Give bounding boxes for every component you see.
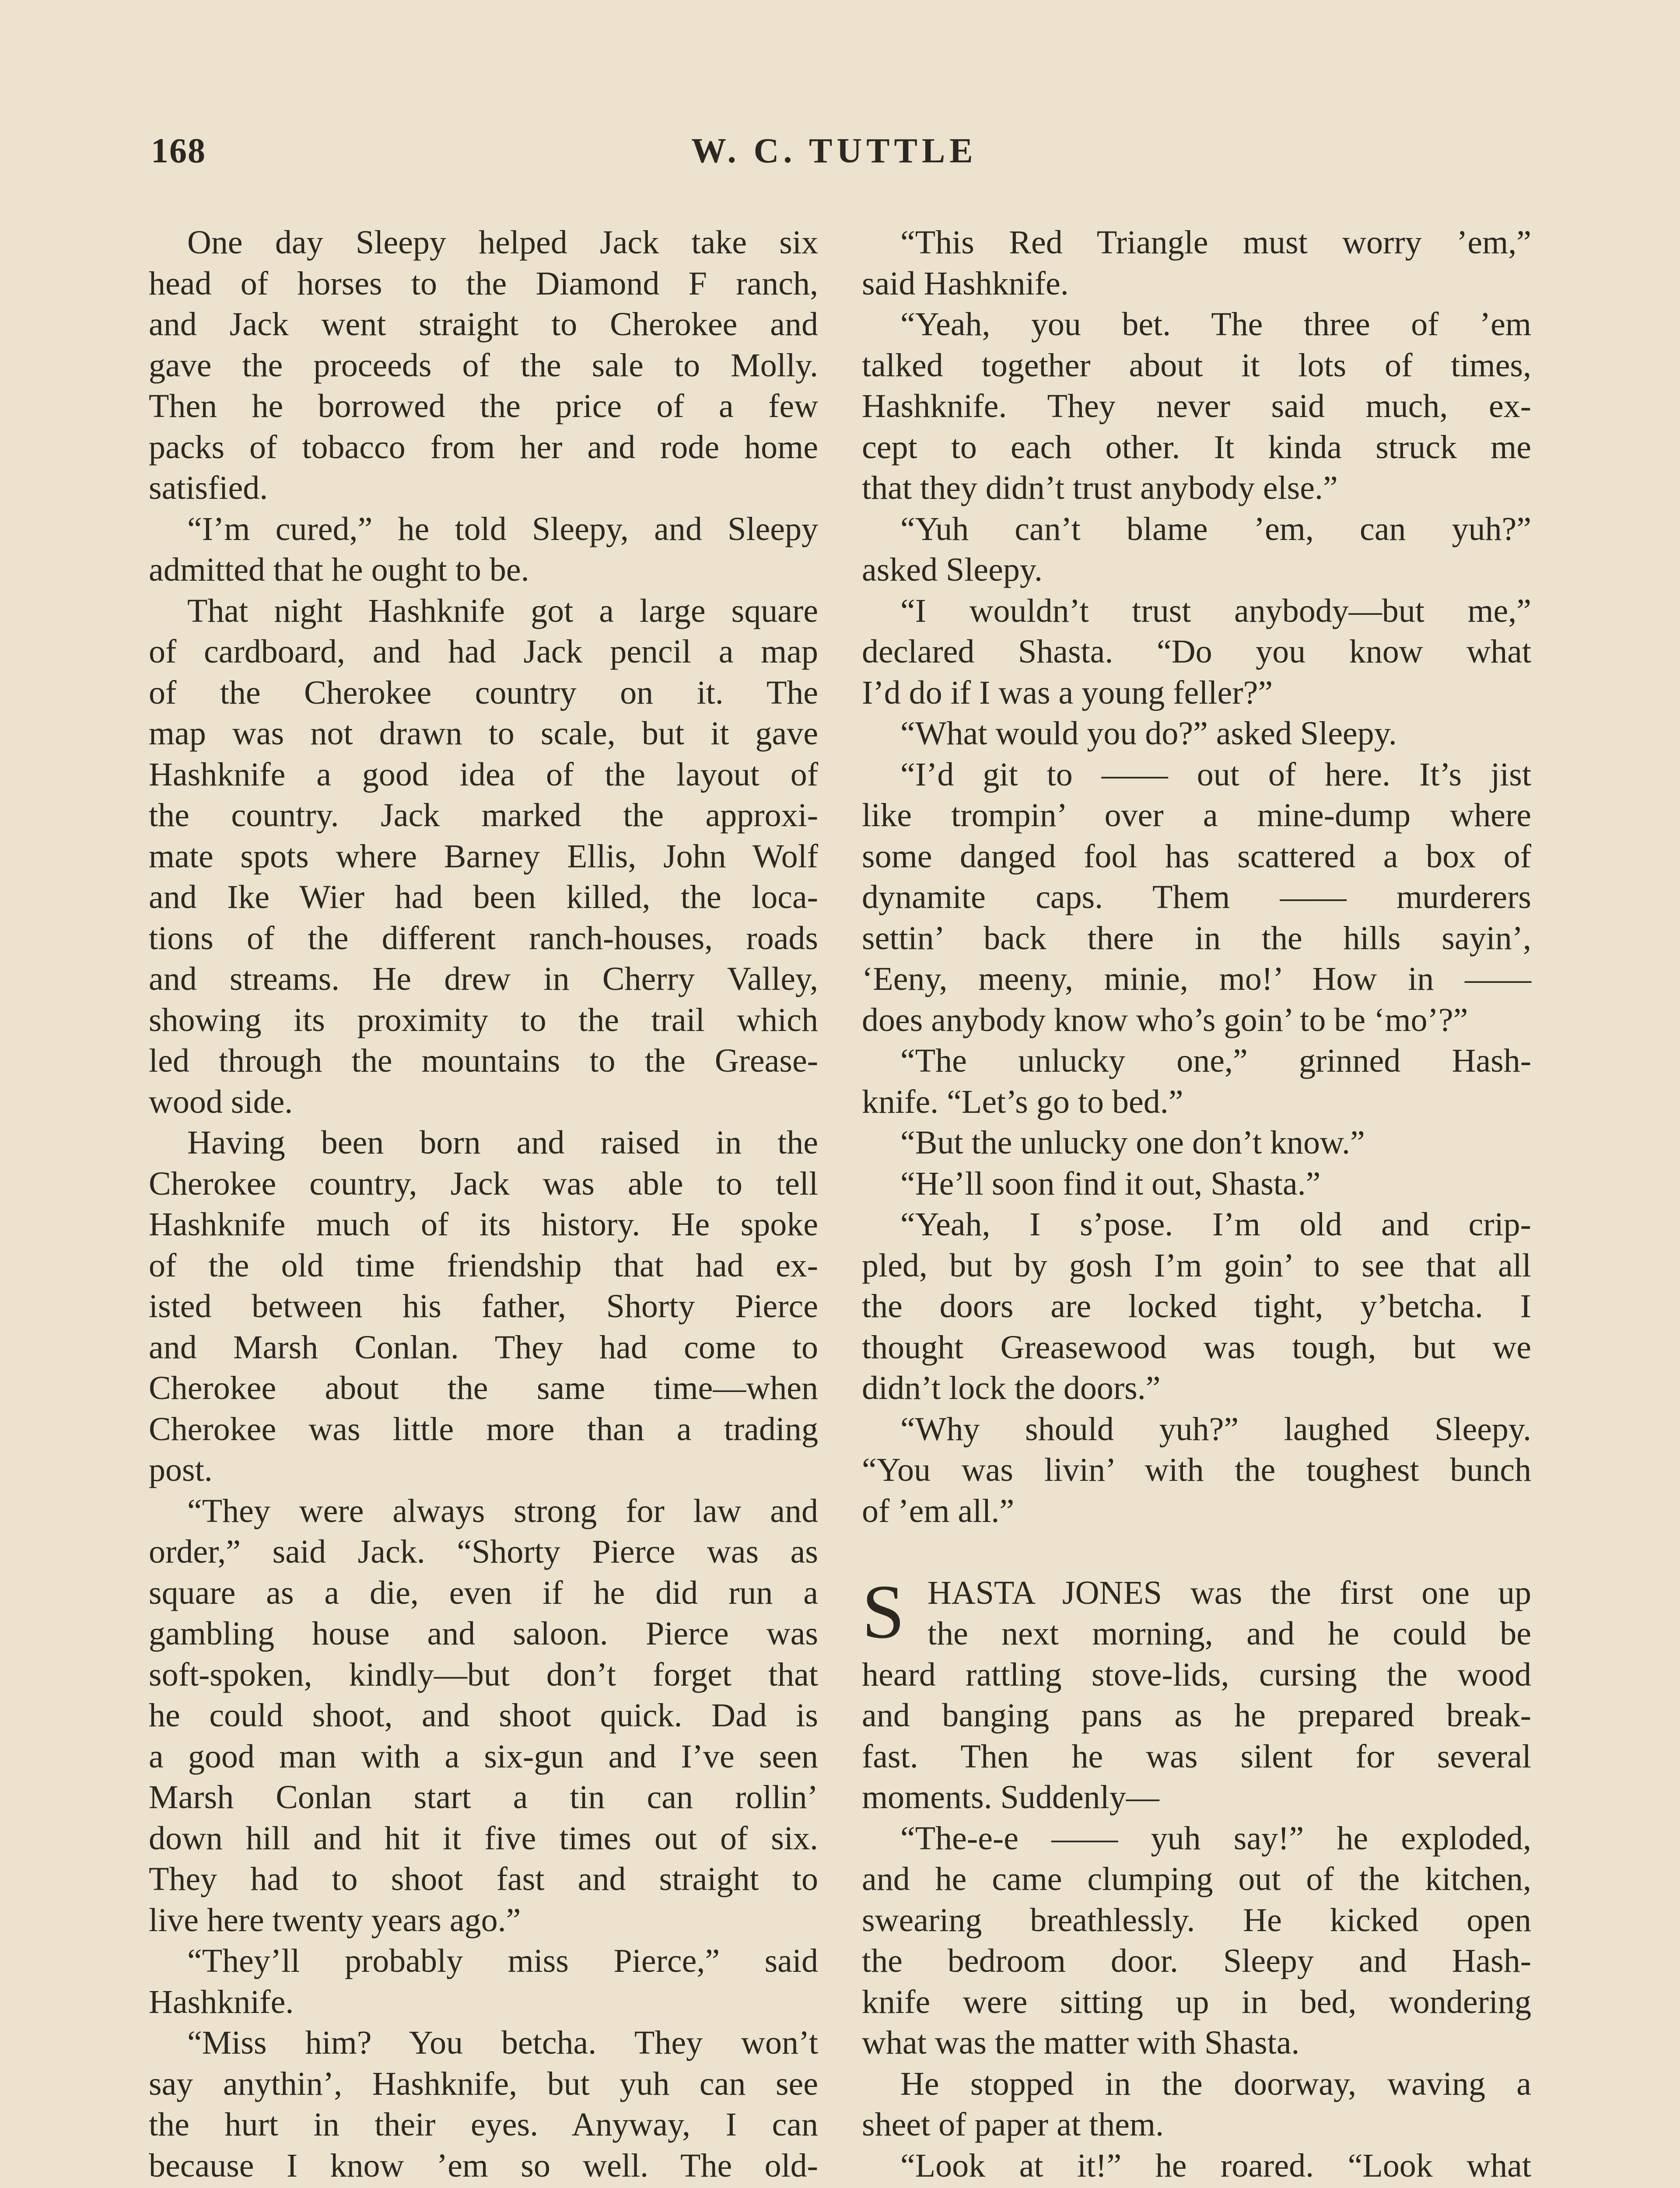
paragraph (149, 222, 818, 509)
text-line: head of horses to the Diamond F ranch, (149, 265, 818, 302)
text-line: wood side. (149, 1083, 293, 1120)
text-line: a good man with a six-gun and I’ve seen (149, 1738, 818, 1775)
text-line: and streams. He drew in Cherry Valley, (149, 961, 818, 997)
text-line: post. (149, 1452, 213, 1488)
paragraph (149, 2023, 818, 2188)
text-line: heard rattling stove-lids, cursing the wood (862, 1656, 1531, 1693)
text-line: Hashknife much of its history. He spoke (149, 1206, 818, 1243)
text-line: and he came clumping out of the kitchen, (862, 1861, 1531, 1897)
text-line: knife were sitting up in bed, wondering (862, 1983, 1531, 2020)
drop-cap-paragraph (862, 1569, 1531, 1818)
text-line: because I know ’em so well. The old- (149, 2147, 818, 2184)
page-number: 168 (151, 132, 206, 170)
text-line: satisfied. (149, 470, 268, 506)
text-line: of the old time friendship that had ex- (149, 1247, 818, 1284)
text-line: moments. Suddenly— (862, 1779, 1159, 1816)
text-line: “Look at it!” he roared. “Look what (900, 2147, 1531, 2184)
paragraph (862, 1204, 1531, 1409)
text-line: Then he borrowed the price of a few (149, 388, 818, 424)
text-line: Cherokee about the same time—when (149, 1370, 818, 1406)
text-line: HASTA JONES was the first one up (928, 1574, 1531, 1611)
text-line: admitted that he ought to be. (149, 551, 529, 588)
text-line: “Yeah, I s’pose. I’m old and crip- (900, 1206, 1531, 1243)
text-line: Marsh Conlan start a tin can rollin’ (149, 1779, 818, 1816)
text-line: of ’em all.” (862, 1492, 1015, 1529)
text-line: tions of the different ranch-houses, roads (149, 919, 818, 957)
text-line: ‘Eeny, meeny, minie, mo!’ How in —— (862, 961, 1531, 997)
paragraph (862, 1818, 1531, 2064)
text-line: “The-e-e —— yuh say!” he exploded, (900, 1820, 1531, 1857)
paragraph (862, 754, 1531, 1041)
text-line: didn’t lock the doors.” (862, 1370, 1161, 1406)
paragraph (149, 1491, 818, 1941)
text-line: led through the mountains to the Grease- (149, 1042, 818, 1079)
text-line: the bedroom door. Sleepy and Hash- (862, 1943, 1531, 1979)
text-line: Having been born and raised in the (187, 1124, 818, 1161)
text-line: of the Cherokee country on it. The (149, 674, 818, 711)
text-line: “What would you do?” asked Sleepy. (900, 715, 1397, 752)
text-line: Cherokee country, Jack was able to tell (149, 1165, 818, 1202)
text-line: “Miss him? You betcha. They won’t (187, 2024, 818, 2061)
text-line: “I’m cured,” he told Sleepy, and Sleepy (187, 510, 818, 547)
paragraph (862, 2146, 1531, 2188)
text-line: asked Sleepy. (862, 551, 1043, 588)
text-line: gambling house and saloon. Pierce was (149, 1615, 818, 1652)
text-line: “The unlucky one,” grinned Hash- (900, 1042, 1531, 1079)
paragraph (862, 1164, 1531, 1205)
text-line: “This Red Triangle must worry ’em,” (900, 224, 1531, 261)
text-line: cept to each other. It kinda struck me (862, 428, 1531, 466)
text-line: Hashknife a good idea of the layout of (149, 756, 818, 793)
text-line: “He’ll soon find it out, Shasta.” (900, 1165, 1321, 1202)
text-line: dynamite caps. Them —— murderers (862, 879, 1531, 915)
text-line: down hill and hit it five times out of six. (149, 1820, 818, 1857)
paragraph (862, 2064, 1531, 2146)
text-line: square as a die, even if he did run a (149, 1574, 818, 1611)
text-line: of cardboard, and had Jack pencil a map (149, 633, 818, 670)
text-line: map was not drawn to scale, but it gave (149, 715, 818, 752)
text-line: mate spots where Barney Ellis, John Wolf (149, 838, 818, 875)
right-column-top (862, 222, 1531, 1532)
paragraph (862, 1409, 1531, 1532)
paragraph (862, 304, 1531, 509)
text-line: some danged fool has scattered a box of (862, 838, 1531, 875)
text-line: They had to shoot fast and straight to (149, 1861, 818, 1897)
right-column (862, 222, 1531, 2188)
paragraph (149, 509, 818, 591)
text-line: “Yuh can’t blame ’em, can yuh?” (900, 510, 1531, 547)
text-line: the hurt in their eyes. Anyway, I can (149, 2106, 818, 2143)
text-line: That night Hashknife got a large square (187, 592, 818, 629)
text-line: “You was livin’ with the toughest bunch (862, 1452, 1531, 1488)
text-line: the doors are locked tight, y’betcha. I (862, 1288, 1531, 1325)
text-line (862, 2186, 1531, 2188)
drop-cap-lines (862, 1569, 1531, 1818)
text-line (149, 2186, 818, 2188)
text-line: the next morning, and he could be (928, 1615, 1531, 1652)
text-line: talked together about it lots of times, (862, 347, 1531, 384)
text-line: “They were always strong for law and (187, 1492, 818, 1529)
text-line: One day Sleepy helped Jack take six (187, 224, 818, 261)
paragraph (862, 591, 1531, 714)
paragraph (862, 509, 1531, 591)
text-line: showing its proximity to the trail which (149, 1001, 818, 1038)
right-column-bottom (862, 1818, 1531, 2188)
text-line: and banging pans as he prepared break- (862, 1697, 1531, 1734)
text-line: like trompin’ over a mine-dump where (862, 797, 1531, 834)
text-line: packs of tobacco from her and rode home (149, 428, 818, 466)
text-line: and Marsh Conlan. They had come to (149, 1329, 818, 1366)
paragraph (862, 1041, 1531, 1122)
text-line: Cherokee was little more than a trading (149, 1410, 818, 1448)
text-line: does anybody know who’s goin’ to be ‘mo’?” (862, 1001, 1468, 1038)
left-column (149, 222, 818, 2188)
running-head-author: W. C. TUTTLE (691, 132, 977, 170)
paragraph (149, 591, 818, 1123)
paragraph (149, 1122, 818, 1491)
text-line: settin’ back there in the hills sayin’, (862, 919, 1531, 957)
text-line: “But the unlucky one don’t know.” (900, 1124, 1365, 1161)
text-line: “I’d git to —— out of here. It’s jist (900, 756, 1531, 793)
text-line: what was the matter with Shasta. (862, 2024, 1300, 2061)
text-line: the country. Jack marked the approxi- (149, 797, 818, 834)
paragraph (862, 222, 1531, 304)
text-line: isted between his father, Shorty Pierce (149, 1288, 818, 1325)
drop-cap: S (862, 1569, 905, 1655)
text-line: He stopped in the doorway, waving a (900, 2065, 1531, 2102)
text-line: say anythin’, Hashknife, but yuh can see (149, 2065, 818, 2102)
text-line: I’d do if I was a young feller?” (862, 674, 1273, 711)
text-line: “They’ll probably miss Pierce,” said (187, 1943, 818, 1979)
text-line: and Jack went straight to Cherokee and (149, 306, 818, 343)
text-line: pled, but by gosh I’m goin’ to see that all (862, 1247, 1531, 1284)
paragraph (862, 1122, 1531, 1164)
text-line: that they didn’t trust anybody else.” (862, 470, 1338, 506)
section-break (862, 1532, 1531, 1573)
paragraph (862, 713, 1531, 754)
text-line: fast. Then he was silent for several (862, 1738, 1531, 1775)
text-line: he could shoot, and shoot quick. Dad is (149, 1697, 818, 1734)
text-line: live here twenty years ago.” (149, 1901, 521, 1939)
text-line: swearing breathlessly. He kicked open (862, 1901, 1531, 1939)
paragraph (149, 1941, 818, 2023)
text-line: declared Shasta. “Do you know what (862, 633, 1531, 670)
text-line: order,” said Jack. “Shorty Pierce was as (149, 1533, 818, 1570)
text-line: “Why should yuh?” laughed Sleepy. (900, 1410, 1531, 1448)
text-line: thought Greasewood was tough, but we (862, 1329, 1531, 1366)
text-line: “Yeah, you bet. The three of ’em (900, 306, 1531, 343)
text-line: knife. “Let’s go to bed.” (862, 1083, 1183, 1120)
text-line: said Hashknife. (862, 265, 1069, 302)
text-line: Hashknife. (149, 1983, 294, 2020)
text-line: and Ike Wier had been killed, the loca- (149, 879, 818, 915)
text-line: sheet of paper at them. (862, 2106, 1164, 2143)
text-line: “I wouldn’t trust anybody—but me,” (900, 592, 1531, 629)
text-line: soft-spoken, kindly—but don’t forget that (149, 1656, 818, 1693)
text-line: gave the proceeds of the sale to Molly. (149, 347, 818, 384)
text-line: Hashknife. They never said much, ex- (862, 388, 1531, 424)
